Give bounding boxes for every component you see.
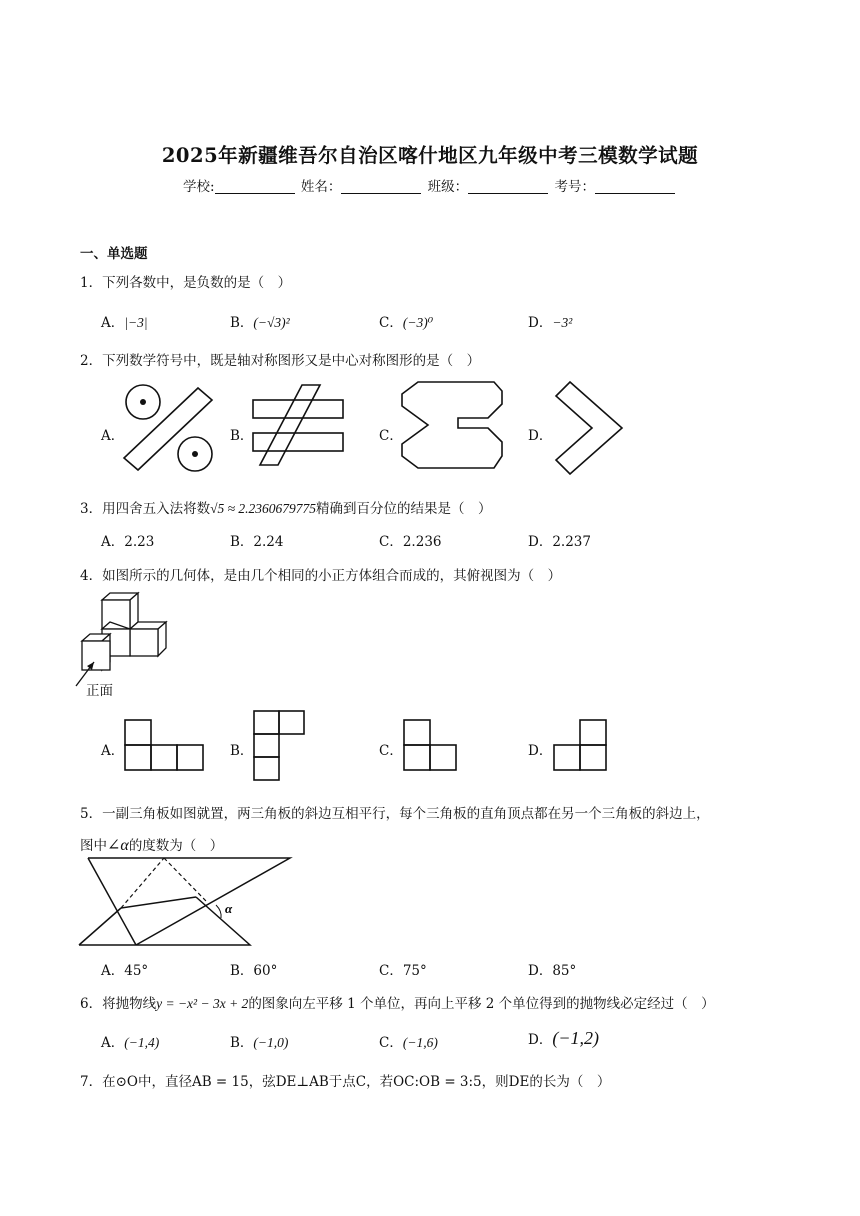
inline-math: √5 ≈ 2.2360679775	[210, 501, 317, 516]
q3-option-a: A．2.23	[101, 534, 155, 550]
q4-option-a-grid	[124, 719, 204, 773]
name-label: 姓名：	[300, 179, 342, 195]
exam-title: 2025年新疆维吾尔自治区喀什地区九年级中考三模数学试题	[161, 144, 699, 167]
q4-option-b-grid	[253, 710, 307, 782]
student-info-line	[0, 175, 860, 195]
sigma-sign-icon	[398, 376, 508, 476]
question-2	[80, 349, 480, 369]
question-6: 6．将抛物线y = −x² − 3x + 2的图象向左平移 1 个单位，再向上平移 2 个单位得到的抛物线必定经过（ ）	[80, 996, 715, 1012]
q3-option-c: C．2.236	[379, 534, 442, 550]
q4-option-c-label: C．	[379, 743, 403, 759]
q4-option-a-label: A．	[101, 743, 125, 759]
q4-option-d-label: D．	[528, 743, 553, 759]
q6-option-b: B．(−1,0)	[230, 1035, 289, 1051]
question-4: 4．如图所示的几何体，是由几个相同的小正方体组合而成的，其俯视图为（ ）	[80, 568, 562, 584]
percent-sign-icon	[118, 380, 218, 475]
q5-option-c: C．75°	[379, 963, 427, 979]
inline-math: y = −x² − 3x + 2	[156, 996, 249, 1011]
greater-than-sign-icon	[552, 380, 632, 475]
angle-symbol: ∠α	[107, 837, 129, 854]
exam-no-blank	[595, 179, 675, 194]
q2-option-b-label: B．	[230, 428, 254, 444]
q1-option-b: B．(−√3)²	[230, 315, 290, 331]
q3-option-b: B．2.24	[230, 534, 284, 550]
q6-option-c: C．(−1,6)	[379, 1035, 438, 1051]
q4-option-c-grid	[403, 719, 459, 773]
question-5: 5．一副三角板如图就置，两三角板的斜边互相平行，每个三角板的直角顶点都在另一个三角板的斜边上，	[80, 806, 710, 822]
cube-solid-figure	[74, 590, 174, 692]
question-1	[80, 271, 291, 291]
q4-option-d-grid	[553, 719, 609, 773]
exam-no-label: 考号：	[554, 179, 595, 195]
question-5-line-2: 图中∠α的度数为（ ）	[80, 837, 224, 854]
question-text: 下列数学符号中，既是轴对称图形又是中心对称图形的是（ ）	[102, 353, 481, 369]
question-3: 3．用四舍五入法将数√5 ≈ 2.2360679775精确到百分位的结果是（ ）	[80, 501, 492, 517]
q5-option-a: A．45°	[101, 963, 149, 979]
q3-option-d: D．2.237	[528, 534, 591, 550]
q5-option-d: D．85°	[528, 963, 577, 979]
q1-option-c: C．(−3)⁰	[379, 315, 434, 331]
name-blank	[341, 179, 421, 194]
question-number: 2．	[80, 353, 103, 369]
front-view-label: 正面	[86, 683, 113, 699]
question-number: 1．	[80, 275, 103, 291]
class-label: 班级：	[427, 179, 469, 195]
q2-option-d-label: D．	[528, 428, 553, 444]
not-equal-sign-icon	[250, 380, 350, 470]
section-heading: 一、单选题	[80, 246, 148, 262]
triangle-rulers-figure	[76, 855, 296, 951]
school-blank	[215, 179, 295, 194]
class-blank	[468, 179, 548, 194]
q6-option-d: D．(−1,2)	[528, 1028, 599, 1048]
school-label: 学校:	[183, 179, 215, 195]
q2-option-a-label: A．	[101, 428, 125, 444]
q1-option-d: D．−3²	[528, 315, 573, 331]
alpha-label: α	[225, 901, 233, 916]
q4-option-b-label: B．	[230, 743, 254, 759]
question-7: 7．在⊙O中，直径AB = 15，弦DE⊥AB于点C，若OC:OB = 3:5，则DE的长为（ ）	[80, 1074, 611, 1090]
q1-option-a: A．|−3|	[101, 315, 148, 331]
q2-option-c-label: C．	[379, 428, 403, 444]
question-text: 下列各数中，是负数的是（ ）	[102, 275, 292, 291]
q6-option-a: A．(−1,4)	[101, 1035, 160, 1051]
q5-option-b: B．60°	[230, 963, 278, 979]
